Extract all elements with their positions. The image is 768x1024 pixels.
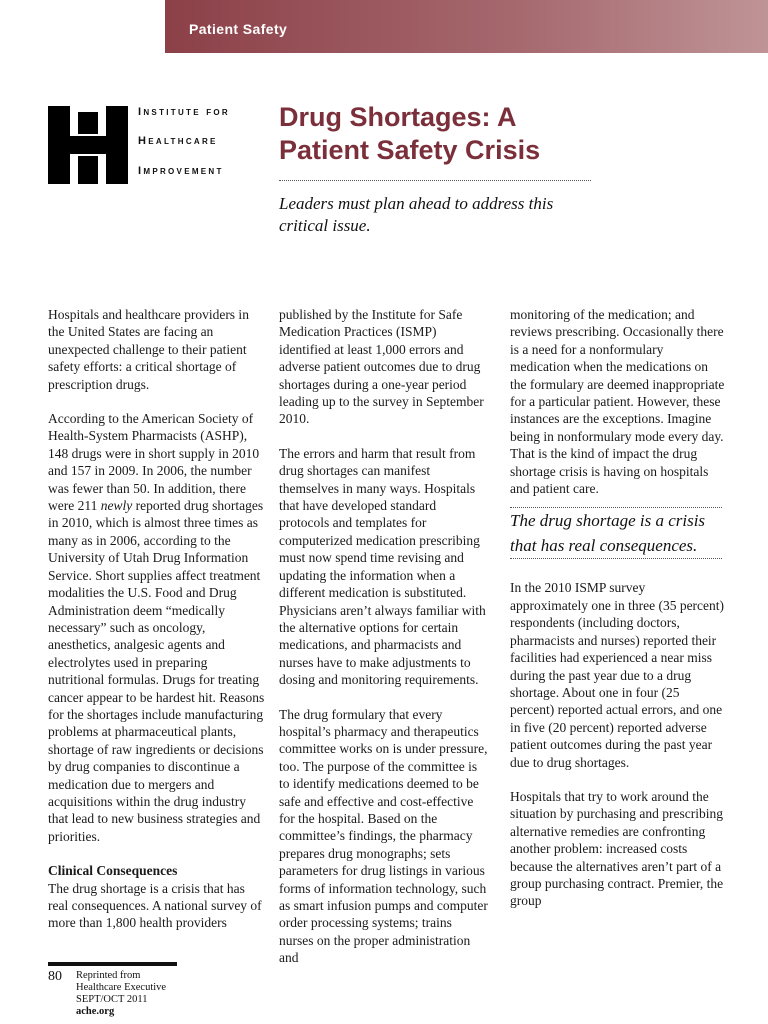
article-title: Drug Shortages: A Patient Safety Crisis: [279, 102, 541, 165]
logo-text-line1: Institute for: [138, 106, 231, 118]
ihi-logo: [48, 106, 263, 184]
paragraph: Hospitals and healthcare providers in the United States are facing an unexpected challenge to their patient safety efforts: a critical shortage of prescription drugs.: [48, 307, 249, 392]
paragraph: In the 2010 ISMP survey approximately one in three (35 percent) respondents (including doctors, pharmacists and nurses) reported their facilities had experienced a near miss during the past year due to a drug shortage. About one in four (25 percent) reported actual errors, and one in five (20 percent) reported adverse patient outcomes during the past year due to drug shortages.: [510, 580, 725, 770]
ihi-logo-mark: [48, 106, 128, 184]
column-2: [279, 306, 489, 967]
website-link[interactable]: ache.org: [76, 1006, 115, 1017]
paragraph: Hospitals that try to work around the situation by purchasing and prescribing alternative remedies are confronting another problem: increased costs because the alternatives aren’t part of a group purchasing contract. Premier, the group: [510, 788, 724, 909]
paragraph: monitoring of the medication; and reviews prescribing. Occasionally there is a need for a nonformulary medication when the medications on the formulary are deemed inappropriate for a particular patient. However, these instances are the exceptions. Imagine being in nonformulary mode every day. That is the kind of impact the drug shortage crisis is having on hospitals and patient care.: [510, 307, 725, 497]
reprint-credit: [76, 970, 166, 1018]
issue-date: SEPT/OCT 2011: [76, 994, 148, 1005]
article-subtitle: Leaders must plan ahead to address this critical issue.: [279, 194, 554, 235]
title-divider: [279, 180, 591, 181]
column-1: [48, 306, 266, 932]
section-label: Patient Safety: [189, 21, 288, 37]
paragraph: The drug formulary that every hospital’s pharmacy and therapeutics committee works on is under pressure, too. The purpose of the committee is to identify medications deemed to be safe and effective and cost-effective for the hospital. Based on the committee’s findings, the pharmacy prepares drug monographs; sets parameters for drug listings in various forms of information technology, such as smart infusion pumps and computer order processing systems; trains nurses on the proper administration and: [279, 706, 488, 966]
column-3: [510, 306, 725, 910]
paragraph: According to the American Society of Health-System Pharmacists (ASHP), 148 drugs were in short supply in 2010 and 157 in 2009. In 2006, the number was fewer than 50. In addition, there were 211 newly reported drug shortages in 2010, which is almost three times as many as in 2006, according to the University of Utah Drug Information Service. Short supplies affect treatment modalities the U.S. Food and Drug Administration deem “medically necessary” such as oncology, anesthetics, analgesic agents and electrolytes used in preparing nutritional formulas. Drugs for treating cancer appear to be hardest hit. Reasons for the shortages include manufacturing problems at pharmaceutical plants, shortage of raw ingredients or decisions by drug companies to discontinue a medication due to mergers and acquisitions within the drug industry that lead to new business strategies and priorities.: [48, 411, 265, 844]
publication-name: Healthcare Executive: [76, 982, 167, 993]
paragraph: The drug shortage is a crisis that has real consequences. A national survey of more than 1,800 health providers: [48, 880, 262, 931]
logo-text-line3: Improvement: [138, 165, 224, 177]
pull-quote: The drug shortage is a crisis that has real consequences.: [510, 511, 706, 556]
section-banner: [165, 0, 768, 53]
paragraph: published by the Institute for Safe Medication Practices (ISMP) identified at least 1,000 errors and adverse patient outcomes due to drug shortages during a one-year period leading up to the survey in September 2010.: [279, 307, 484, 427]
logo-text-line2: Healthcare: [138, 135, 218, 147]
reprint-line: Reprinted from: [76, 970, 141, 981]
subheading: Clinical Consequences: [48, 863, 178, 879]
paragraph: The errors and harm that result from drug shortages can manifest themselves in many ways. Hospitals that have developed standard protocols and templates for computerized medication prescribing must now spend time revising and updating the information when a different medication is substituted. Physicians aren’t always familiar with the alternative options for certain medications, and pharmacists and nurses have to make adjustments to dosing and monitoring requirements.: [279, 445, 486, 688]
emphasis-newly: newly: [100, 498, 133, 514]
footer-rule: [48, 962, 177, 966]
page-number: 80: [48, 969, 62, 984]
